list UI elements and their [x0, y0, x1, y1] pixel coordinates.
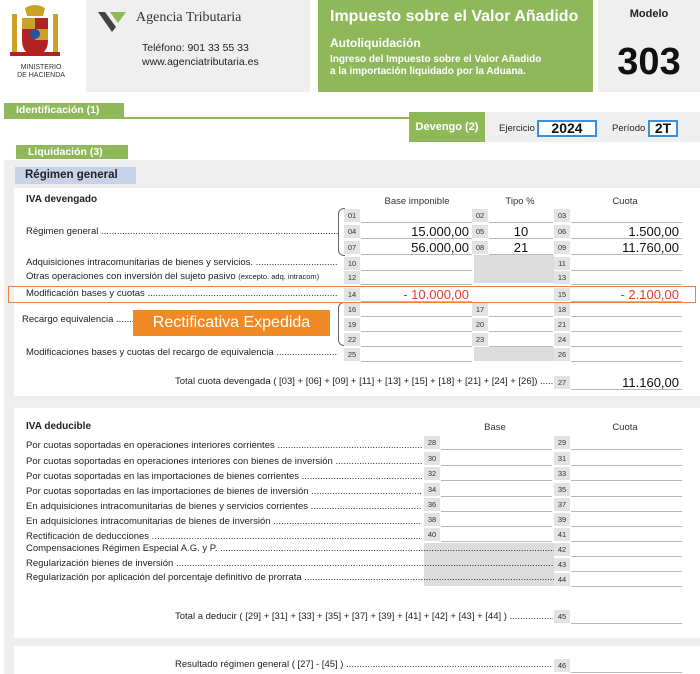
box-25: 25	[344, 348, 360, 361]
box-44: 44	[554, 573, 570, 586]
box-20: 20	[472, 318, 488, 331]
box-13: 13	[554, 271, 570, 284]
field-22[interactable]	[361, 333, 472, 347]
box-16: 16	[344, 303, 360, 316]
label-adquisiciones: Adquisiciones intracomunitarias de bienes y servicios. .....	[26, 257, 338, 269]
tax-title: Impuesto sobre el Valor Añadido	[330, 8, 579, 25]
label-ded-5: En adquisiciones intracomunitarias de bienes y servicios corrientes .....	[26, 501, 422, 513]
field-31[interactable]	[571, 452, 682, 466]
box-26: 26	[554, 348, 570, 361]
box-38: 38	[424, 513, 440, 526]
field-13[interactable]	[571, 271, 682, 285]
iva-deducible-title: IVA deducible	[26, 421, 92, 432]
field-30[interactable]	[441, 452, 552, 466]
label-ded-8: Compensaciones Régimen Especial A.G. y P. .....	[26, 543, 554, 555]
col-tipo: Tipo %	[505, 196, 535, 207]
field-07[interactable]: 56.000,00	[361, 241, 472, 255]
field-14[interactable]: - 10.000,00	[361, 288, 472, 302]
field-16[interactable]	[361, 303, 472, 317]
field-11[interactable]	[571, 257, 682, 271]
col-base-imponible: Base imponible	[384, 196, 450, 207]
box-33: 33	[554, 467, 570, 480]
label-ded-6: En adquisiciones intracomunitarias de bienes de inversión .....	[26, 516, 422, 528]
box-46: 46	[554, 659, 570, 672]
tax-title-box	[318, 0, 593, 92]
col-base: Base	[484, 422, 506, 433]
field-32[interactable]	[441, 467, 552, 481]
field-19[interactable]	[361, 318, 472, 332]
box-05: 05	[472, 225, 488, 238]
periodo-input[interactable]: 2T	[648, 120, 678, 137]
field-29[interactable]	[571, 436, 682, 450]
box-41: 41	[554, 528, 570, 541]
box-27: 27	[554, 376, 570, 389]
label-total-deducir: Total a deducir ( [29] + [31] + [33] + [35] + [37] + [39] + [41] + [42] + [43] + [44] ) .....	[175, 611, 553, 623]
field-45[interactable]	[571, 610, 682, 624]
box-40: 40	[424, 528, 440, 541]
field-04[interactable]: 15.000,00	[361, 225, 472, 239]
periodo-label: Período	[612, 123, 646, 134]
box-36: 36	[424, 498, 440, 511]
col-cuota-deducible: Cuota	[612, 422, 638, 433]
box-23: 23	[472, 333, 488, 346]
box-12: 12	[344, 271, 360, 284]
box-07: 07	[344, 241, 360, 254]
field-17[interactable]	[489, 303, 553, 317]
field-09[interactable]: 11.760,00	[571, 241, 682, 255]
box-37: 37	[554, 498, 570, 511]
box-02: 02	[472, 209, 488, 222]
ejercicio-input[interactable]: 2024	[537, 120, 597, 137]
ejercicio-label: Ejercicio	[499, 123, 535, 134]
box-34: 34	[424, 483, 440, 496]
label-recargo: Recargo equivalencia .....	[22, 314, 137, 326]
label-ded-9: Regularización bienes de inversión .....	[26, 558, 554, 570]
box-18: 18	[554, 303, 570, 316]
identificacion-tab[interactable]: Identificación (1)	[4, 103, 124, 117]
agency-name: Agencia Tributaria	[136, 10, 242, 25]
box-04: 04	[344, 225, 360, 238]
box-22: 22	[344, 333, 360, 346]
box-03: 03	[554, 209, 570, 222]
label-otras-operaciones: Otras operaciones con inversión del sujeto pasivo (excepto. adq. intracom)	[26, 271, 320, 282]
field-41[interactable]	[571, 528, 682, 542]
regimen-general-badge: Régimen general	[15, 167, 136, 184]
box-14: 14	[344, 288, 360, 301]
label-regimen-general: Régimen general .....	[26, 226, 338, 238]
box-31: 31	[554, 452, 570, 465]
modelo-number: 303	[617, 41, 681, 83]
field-40[interactable]	[441, 528, 552, 542]
label-ded-4: Por cuotas soportadas en las importaciones de bienes de inversión .....	[26, 486, 422, 498]
field-36[interactable]	[441, 498, 552, 512]
field-05[interactable]: 10	[489, 225, 553, 239]
field-39[interactable]	[571, 513, 682, 527]
field-10[interactable]	[361, 257, 472, 271]
field-43[interactable]	[571, 558, 682, 572]
field-18[interactable]	[571, 303, 682, 317]
field-25[interactable]	[361, 348, 472, 362]
iva-devengado-title: IVA devengado	[26, 194, 98, 205]
agency-logo-icon	[96, 8, 128, 36]
field-37[interactable]	[571, 498, 682, 512]
label-ded-7: Rectificación de deducciones .....	[26, 531, 422, 543]
box-21: 21	[554, 318, 570, 331]
label-resultado: Resultado régimen general ( [27] - [45] ) .....	[175, 659, 553, 671]
box-32: 32	[424, 467, 440, 480]
label-total-devengado: Total cuota devengada ( [03] + [06] + [09] + [11] + [13] + [15] + [18] + [21] + [24] + [26]) .....	[175, 376, 553, 388]
field-27[interactable]: 11.160,00	[571, 376, 682, 390]
box-19: 19	[344, 318, 360, 331]
box-06: 06	[554, 225, 570, 238]
box-11: 11	[554, 257, 570, 270]
identificacion-line	[4, 117, 409, 119]
box-10: 10	[344, 257, 360, 270]
field-33[interactable]	[571, 467, 682, 481]
agency-website[interactable]: www.agenciatributaria.es	[142, 56, 259, 68]
box-17: 17	[472, 303, 488, 316]
field-46[interactable]	[571, 659, 682, 673]
field-28[interactable]	[441, 436, 552, 450]
field-01[interactable]	[361, 209, 472, 223]
box-24: 24	[554, 333, 570, 346]
field-02[interactable]	[489, 209, 553, 223]
field-06[interactable]: 1.500,00	[571, 225, 682, 239]
field-23[interactable]	[489, 333, 553, 347]
label-ded-3: Por cuotas soportadas en las importaciones de bienes corrientes .....	[26, 471, 422, 483]
ministry-logo-area	[0, 0, 82, 92]
field-08[interactable]: 21	[489, 241, 553, 255]
col-cuota: Cuota	[612, 196, 638, 207]
ministry-name: MINISTERIO DE HACIENDA	[17, 64, 65, 79]
field-15[interactable]: - 2.100,00	[571, 288, 682, 302]
box-45: 45	[554, 610, 570, 623]
tax-description-1: Ingreso del Impuesto sobre el Valor Añadido	[330, 54, 542, 65]
devengo-tab[interactable]: Devengo (2)	[409, 112, 485, 142]
label-ded-10: Regularización por aplicación del porcentaje definitivo de prorrata .....	[26, 572, 554, 584]
field-35[interactable]	[571, 483, 682, 497]
modelo-label: Modelo	[629, 8, 669, 20]
box-15: 15	[554, 288, 570, 301]
rectificativa-badge: Rectificativa Expedida	[133, 310, 330, 336]
box-35: 35	[554, 483, 570, 496]
label-modificacion: Modificación bases y cuotas .....	[26, 288, 338, 300]
coat-of-arms-icon	[8, 4, 62, 62]
agency-box	[86, 0, 310, 92]
tax-description-2: a la importación liquidado por la Aduana.	[330, 66, 526, 77]
box-30: 30	[424, 452, 440, 465]
box-43: 43	[554, 558, 570, 571]
label-ded-2: Por cuotas soportadas en operaciones interiores con bienes de inversión .....	[26, 456, 422, 468]
box-08: 08	[472, 241, 488, 254]
field-20[interactable]	[489, 318, 553, 332]
box-01: 01	[344, 209, 360, 222]
field-42[interactable]	[571, 543, 682, 557]
field-24[interactable]	[571, 333, 682, 347]
box-39: 39	[554, 513, 570, 526]
tax-subtitle: Autoliquidación	[330, 36, 421, 50]
field-12[interactable]	[361, 271, 472, 285]
box-29: 29	[554, 436, 570, 449]
liquidacion-tab[interactable]: Liquidación (3)	[16, 145, 128, 159]
field-21[interactable]	[571, 318, 682, 332]
field-26[interactable]	[571, 348, 682, 362]
field-34[interactable]	[441, 483, 552, 497]
label-modificaciones-recargo: Modificaciones bases y cuotas del recargo de equivalencia .....	[26, 347, 338, 359]
box-42: 42	[554, 543, 570, 556]
modelo-box	[598, 0, 700, 92]
box-09: 09	[554, 241, 570, 254]
field-44[interactable]	[571, 573, 682, 587]
field-03[interactable]	[571, 209, 682, 223]
field-38[interactable]	[441, 513, 552, 527]
modificacion-highlight	[8, 286, 696, 303]
box-28: 28	[424, 436, 440, 449]
label-ded-1: Por cuotas soportadas en operaciones interiores corrientes .....	[26, 440, 422, 452]
agency-phone: Teléfono: 901 33 55 33	[142, 42, 249, 54]
